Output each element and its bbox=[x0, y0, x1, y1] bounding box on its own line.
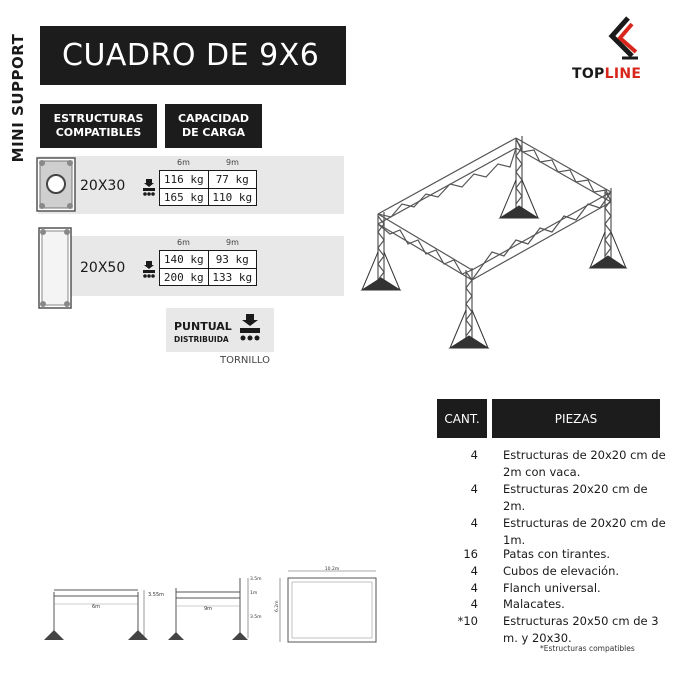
piece-qty: 4 bbox=[470, 482, 478, 496]
table-cell: 133 kg bbox=[208, 269, 257, 285]
piece-desc: Patas con tirantes. bbox=[503, 547, 610, 561]
table-row bbox=[160, 171, 256, 188]
plan-width-label: 10.2m bbox=[324, 567, 340, 572]
table-row bbox=[160, 268, 256, 285]
piece-qty: 4 bbox=[470, 516, 478, 530]
side-span-label: 9m bbox=[203, 606, 213, 612]
type-label-20x50: 20X50 bbox=[80, 260, 126, 276]
truss-20x50-icon bbox=[38, 227, 72, 309]
load-point-distributed-icon bbox=[142, 261, 156, 279]
plan-view-drawing bbox=[276, 566, 382, 646]
vertical-title-text: MINI SUPPORT bbox=[9, 33, 27, 163]
load-table-20x30 bbox=[159, 158, 257, 206]
type-label-20x30: 20X30 bbox=[80, 178, 126, 194]
table-cell: 140 kg bbox=[163, 253, 204, 266]
side-height-label: 1m bbox=[250, 591, 258, 596]
capacity-header-text: CAPACIDAD DE CARGA bbox=[177, 112, 250, 139]
piece-qty: 4 bbox=[470, 597, 478, 611]
table-cell: 110 kg bbox=[208, 189, 257, 205]
pieces-footnote: *Estructuras compatibles bbox=[540, 644, 635, 653]
logo-mark-icon bbox=[570, 14, 670, 66]
span-label: 9m bbox=[226, 238, 239, 247]
structures-header-text: ESTRUCTURAS COMPATIBLES bbox=[53, 112, 144, 139]
piece-desc: Malacates. bbox=[503, 597, 565, 611]
piece-desc: Cubos de elevación. bbox=[503, 564, 620, 578]
front-span-label: 6m bbox=[91, 604, 101, 610]
piece-desc: Estructuras 20x20 cm de 2m. bbox=[503, 482, 648, 513]
load-table-20x50 bbox=[159, 238, 257, 286]
qty-header-text: CANT. bbox=[444, 411, 480, 426]
logo-word-line: LINE bbox=[604, 66, 642, 82]
piece-desc: Estructuras de 20x20 cm de 2m con vaca. bbox=[503, 448, 666, 479]
piece-desc: Estructuras 20x50 cm de 3 m. y 20x30. bbox=[503, 614, 659, 645]
piece-qty: 4 bbox=[470, 448, 478, 462]
load-legend-icon bbox=[238, 314, 262, 344]
piece-desc: Flanch universal. bbox=[503, 581, 601, 595]
piece-qty: *10 bbox=[457, 614, 478, 628]
span-label: 6m bbox=[177, 238, 190, 247]
legend-distribuida-label: DISTRIBUIDA bbox=[174, 335, 229, 344]
load-legend bbox=[166, 308, 274, 352]
piece-qty: 16 bbox=[463, 547, 478, 561]
side-height-label: 3.5m bbox=[250, 615, 262, 620]
vertical-section-title bbox=[3, 18, 33, 178]
span-label: 9m bbox=[226, 158, 239, 167]
legend-puntual-label: PUNTUAL bbox=[174, 320, 232, 333]
table-cell: 116 kg bbox=[163, 173, 204, 186]
table-row bbox=[160, 188, 256, 205]
table-cell: 93 kg bbox=[208, 251, 257, 268]
load-table-span-header bbox=[159, 158, 257, 170]
capacity-header bbox=[165, 104, 262, 148]
side-view-drawing bbox=[168, 566, 268, 646]
load-table-grid bbox=[159, 170, 257, 206]
load-table-grid bbox=[159, 250, 257, 286]
table-row bbox=[160, 251, 256, 268]
pieces-qty-header bbox=[437, 399, 487, 438]
plan-depth-label: 6.2m bbox=[275, 600, 280, 612]
table-cell: 200 kg bbox=[163, 270, 204, 284]
structures-header bbox=[40, 104, 157, 148]
front-height-label: 3.55m bbox=[148, 592, 165, 598]
front-view-drawing bbox=[40, 566, 165, 646]
side-height-label: 3.5m bbox=[250, 577, 262, 582]
table-cell: 165 kg bbox=[163, 190, 204, 204]
logo-wordmark bbox=[572, 66, 641, 82]
load-point-distributed-icon bbox=[142, 179, 156, 197]
page-title-text: CUADRO DE 9X6 bbox=[62, 38, 320, 73]
table-cell: 77 kg bbox=[208, 171, 257, 188]
pieces-header-text: PIEZAS bbox=[554, 411, 598, 426]
page-title bbox=[40, 26, 346, 85]
load-table-span-header bbox=[159, 238, 257, 250]
piece-desc: Estructuras de 20x20 cm de 1m. bbox=[503, 516, 666, 547]
span-label: 6m bbox=[177, 158, 190, 167]
pieces-name-header bbox=[492, 399, 660, 438]
truss-structure-illustration bbox=[350, 120, 680, 370]
logo-word-top: TOP bbox=[572, 66, 605, 82]
legend-tornillo-label: TORNILLO bbox=[220, 355, 271, 366]
piece-qty: 4 bbox=[470, 564, 478, 578]
piece-qty: 4 bbox=[470, 581, 478, 595]
topline-logo bbox=[570, 14, 670, 84]
truss-20x30-icon bbox=[36, 157, 76, 212]
